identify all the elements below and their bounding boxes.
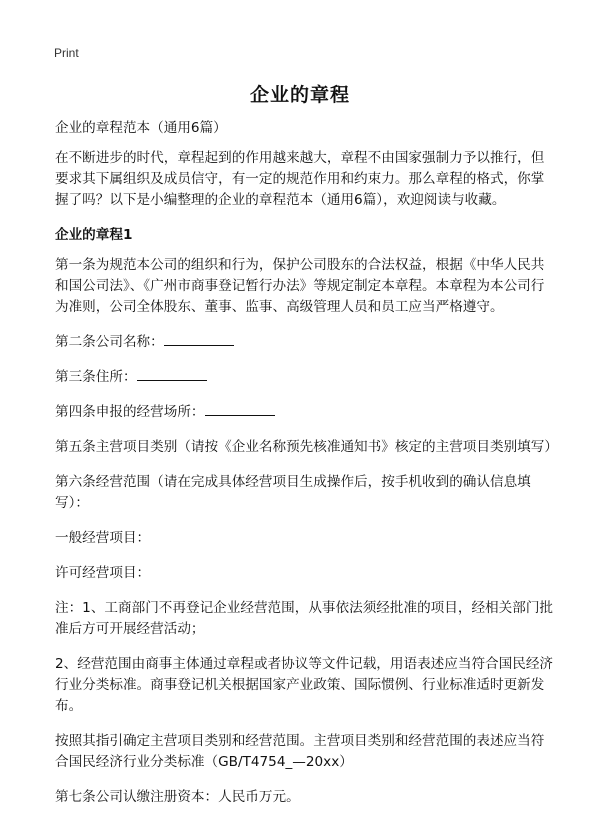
article-7: 第七条公司认缴注册资本：人民币万元。 [55,789,300,805]
article-1: 第一条为规范本公司的组织和行为，保护公司股东的合法权益，根据《中华人民共和国公司法》、《广州市商事登记暂行办法》等规定制定本章程。本章程为本公司行为准则，公司全体股东、董事、监事、高级管理人员和员工应当严格遵守。 [55,257,545,315]
article-5: 第五条主营项目类别（请按《企业名称预先核准通知书》核定的主营项目类别填写） [55,439,558,455]
article-4-label: 第四条申报的经营场所： [55,404,205,420]
guide-note: 按照其指引确定主营项目类别和经营范围。主营项目类别和经营范围的表述应当符合国民经济行业分类标准（GB/T4754_—20xx） [55,733,545,770]
intro-paragraph: 在不断进步的时代，章程起到的作用越来越大，章程不由国家强制力予以推行，但要求其下属组织及成员信守，有一定的规范作用和约束力。那么章程的格式，你掌握了吗？以下是小编整理的企业的章程范本（通用6篇），欢迎阅读与收藏。 [55,150,545,208]
document-body [55,118,558,822]
section-heading: 企业的章程1 [55,227,133,243]
article-6: 第六条经营范围（请在完成具体经营项目生成操作后，按手机收到的确认信息填写）： [55,474,531,511]
note-1: 注：1、工商部门不再登记企业经营范围，从事依法须经批准的项目，经相关部门批准后方可开展经营活动； [55,600,554,637]
licensed-items: 许可经营项目： [55,565,151,581]
business-place-blank [205,402,275,416]
document-subtitle: 企业的章程范本（通用6篇） [55,120,227,136]
company-name-blank [164,332,234,346]
article-2-label: 第二条公司名称： [55,334,164,350]
page-title: 企业的章程 [249,84,350,106]
article-4 [55,402,555,423]
address-blank [137,367,207,381]
general-items: 一般经营项目： [55,530,151,546]
note-2: 2、经营范围由商事主体通过章程或者协议等文件记载，用语表述应当符合国民经济行业分类标准。商事登记机关根据国家产业政策、国际惯例、行业标准适时更新发布。 [55,656,554,714]
article-3-label: 第三条住所： [55,369,137,385]
article-2 [55,332,555,353]
article-3 [55,367,555,388]
print-link[interactable]: Print [54,46,79,60]
